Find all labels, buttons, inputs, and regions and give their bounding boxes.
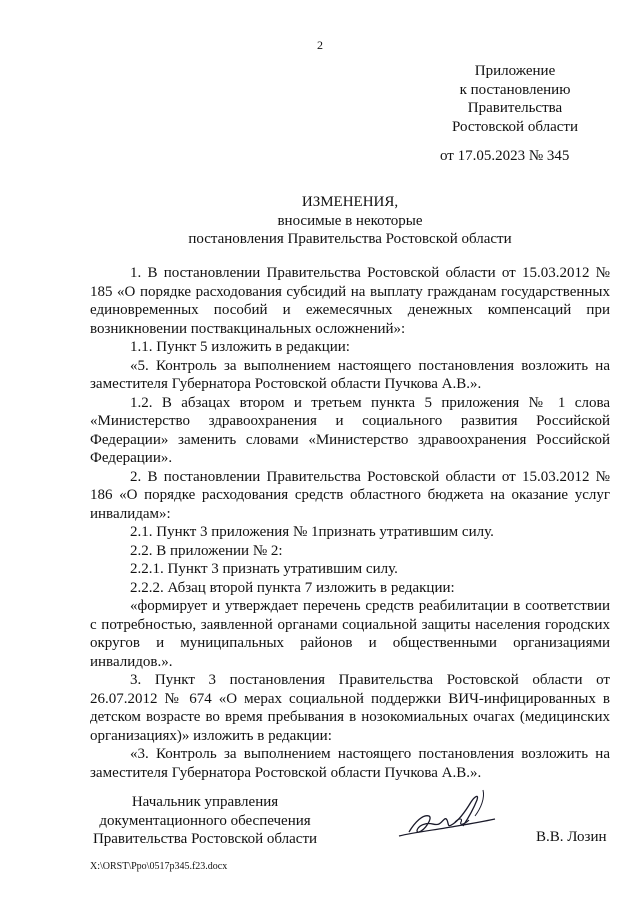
appendix-line: Приложение — [474, 63, 556, 79]
body-paragraph: 2.2. В приложении № 2: — [130, 542, 283, 559]
document-body — [90, 264, 610, 782]
body-paragraph: «формирует и утверждает перечень средств реабилитации в соответствии с потребностью, заявленной органами социальной защиты населения городских округов и муниципальных районов и общественными организациями инвалидов.». — [90, 598, 610, 670]
document-subtitle: постановления Правительства Ростовской области — [188, 231, 512, 247]
body-paragraph: «5. Контроль за выполнением настоящего постановления возложить на заместителя Губернатора Ростовской области Пучкова А.В.». — [90, 357, 610, 392]
handwritten-signature — [395, 786, 505, 846]
body-paragraph: 2. В постановлении Правительства Ростовской области от 15.03.2012 № 186 «О порядке расходования средств областного бюджета на оказание услуг инвалидам»: — [90, 468, 610, 522]
body-paragraph: 2.1. Пункт 3 приложения № 1признать утратившим силу. — [130, 524, 494, 540]
signer-name: В.В. Лозин — [536, 829, 607, 845]
signer-position-line: документационного обеспечения — [99, 812, 311, 829]
body-paragraph: 2.2.1. Пункт 3 признать утратившим силу. — [130, 561, 398, 577]
body-paragraph: 3. Пункт 3 постановления Правительства Ростовской области от 26.07.2012 № 674 «О мерах социальной поддержки ВИЧ-инфицированных в детском возрасте во время пребывания в нозокомиальных очагах (медицинских организациях)» изложить в редакции: — [90, 672, 610, 744]
signer-position — [90, 793, 320, 849]
appendix-line: Правительства — [467, 100, 563, 116]
file-path: X:\ORST\Ppo\0517p345.f23.docx — [90, 861, 228, 872]
appendix-block — [430, 62, 600, 136]
body-paragraph: 1. В постановлении Правительства Ростовской области от 15.03.2012 № 185 «О порядке расходования субсидий на выплату гражданам государственных единовременных пособий и ежемесячных денежных компенсаций при возникновении поствакцинальных осложнений»: — [90, 265, 610, 337]
page-number: 2 — [317, 38, 323, 52]
document-subtitle: вносимые в некоторые — [277, 212, 423, 229]
document-heading — [90, 193, 610, 249]
document-title: ИЗМЕНЕНИЯ, — [301, 194, 399, 210]
body-paragraph: 1.2. В абзацах втором и третьем пункта 5 приложения № 1 слова «Министерство здравоохранения и социального развития Российской Федерации» заменить словами «Министерство здравоохранения Российской Федерации». — [90, 394, 610, 466]
appendix-line: Ростовской области — [452, 118, 578, 135]
signer-position-line: Начальник управления — [131, 794, 279, 810]
body-paragraph: 1.1. Пункт 5 изложить в редакции: — [130, 339, 350, 355]
body-paragraph: 2.2.2. Абзац второй пункта 7 изложить в редакции: — [130, 579, 455, 596]
body-paragraph: «3. Контроль за выполнением настоящего постановления возложить на заместителя Губернатора Ростовской области Пучкова А.В.». — [90, 746, 610, 781]
appendix-line: к постановлению — [459, 81, 571, 98]
signer-position-line: Правительства Ростовской области — [92, 831, 318, 847]
resolution-date-number: от 17.05.2023 № 345 — [440, 148, 570, 164]
